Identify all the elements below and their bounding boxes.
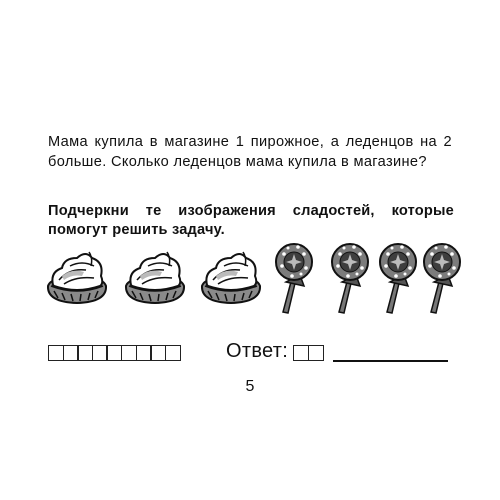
solution-cells [48, 345, 179, 361]
solution-cell[interactable] [63, 345, 79, 361]
problem-text: Мама купила в магазине 1 пирожное, а леденцов на 2 больше. Сколько леденцов мама купила в магазине? [48, 134, 452, 170]
cake-icon[interactable] [44, 246, 110, 308]
solution-cell[interactable] [92, 345, 108, 361]
sweets-pictures [44, 236, 464, 316]
answer-cell[interactable] [293, 345, 309, 361]
solution-cell[interactable] [121, 345, 137, 361]
lollipop-icon[interactable] [328, 242, 370, 316]
lollipop-icon[interactable] [376, 242, 418, 316]
cake-icon[interactable] [198, 246, 264, 308]
cake-icon[interactable] [122, 246, 188, 308]
solution-cell[interactable] [165, 345, 181, 361]
page-number: 5 [245, 378, 255, 395]
answer-cells [293, 345, 322, 361]
answer-cell[interactable] [308, 345, 324, 361]
instruction-text: Подчеркни те изображения сладостей, которые помогут решить задачу. [48, 203, 454, 238]
lollipop-icon[interactable] [272, 242, 314, 316]
solution-cell[interactable] [136, 345, 152, 361]
solution-cell[interactable] [106, 345, 122, 361]
solution-cell[interactable] [150, 345, 166, 361]
solution-cell[interactable] [48, 345, 64, 361]
answer-line[interactable] [333, 360, 448, 362]
answer-label: Ответ: [226, 340, 289, 362]
lollipop-icon[interactable] [420, 242, 462, 316]
solution-cell[interactable] [77, 345, 93, 361]
answer-row [48, 338, 458, 368]
